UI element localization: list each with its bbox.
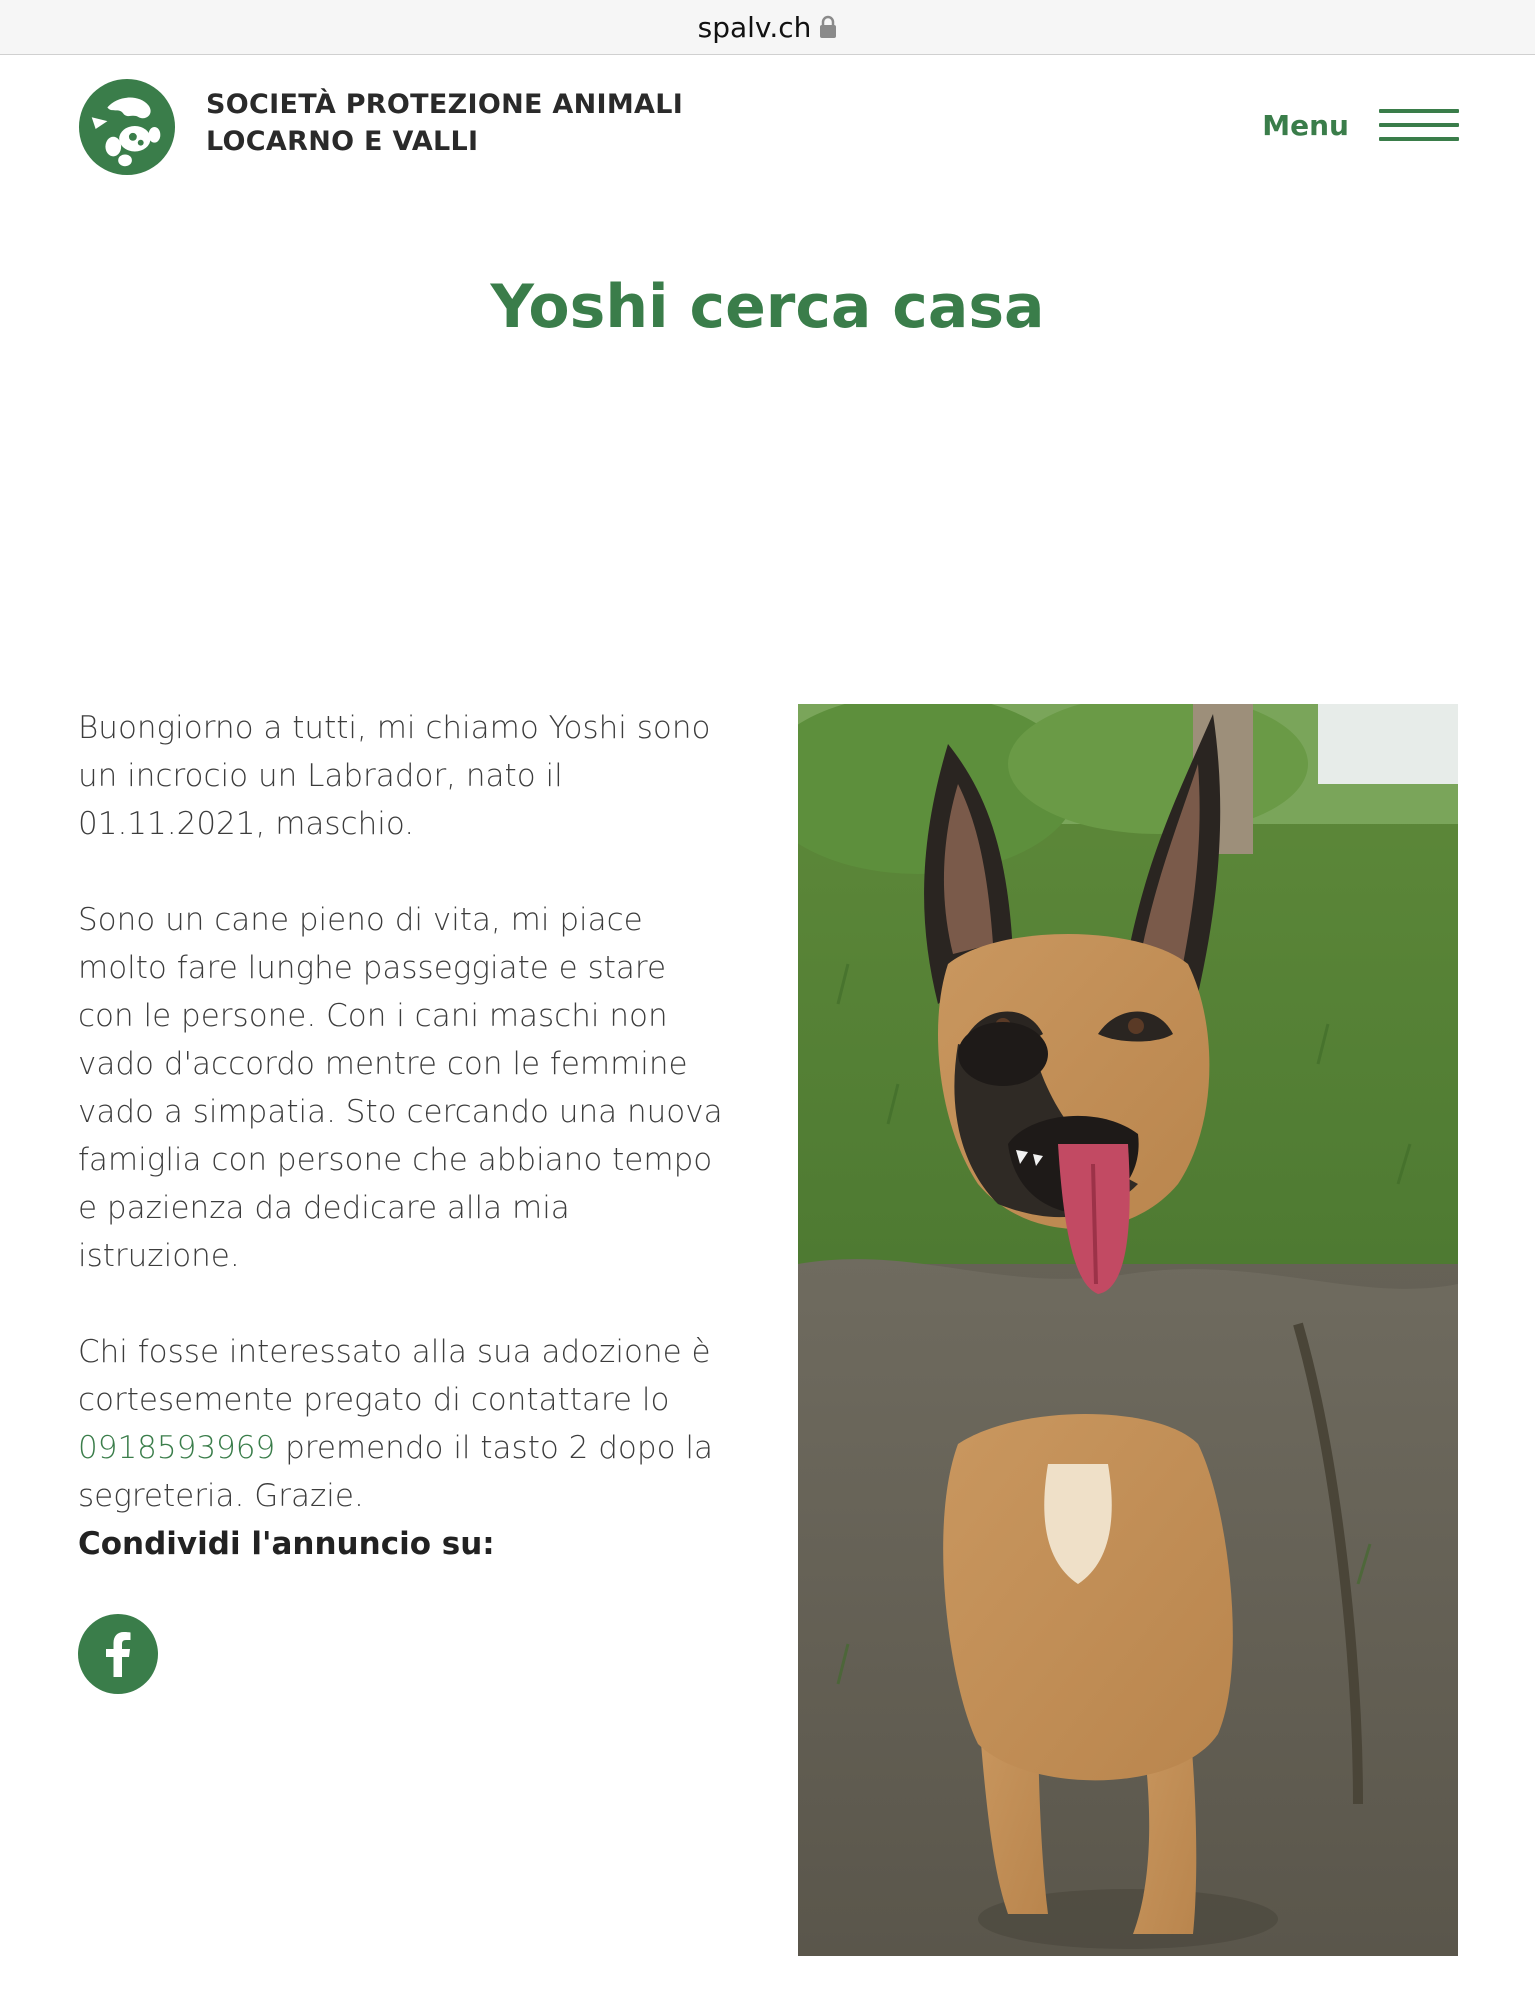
lock-icon	[819, 15, 837, 39]
facebook-icon	[103, 1631, 133, 1677]
dog-photo	[798, 704, 1458, 1956]
hamburger-icon	[1379, 106, 1459, 144]
contact-text-after: premendo il tasto 2 dopo la segreteria. Grazie.	[78, 1430, 714, 1514]
paragraph-intro: Buongiorno a tutti, mi chiamo Yoshi sono un incrocio un Labrador, nato il 01.11.2021, maschio.	[78, 710, 711, 842]
paragraph-description: Sono un cane pieno di vita, mi piace molto fare lunghe passeggiate e stare con le persone. Con i cani maschi non vado d'accordo mentre con le femmine vado a simpatia. Sto cercando una nuova famiglia con persone che abbiano tempo e pazienza da dedicare alla mia istruzione.	[78, 902, 723, 1274]
address-url[interactable]	[698, 11, 838, 44]
facebook-share-button[interactable]	[78, 1614, 158, 1694]
brand-line-1: SOCIETÀ PROTEZIONE ANIMALI	[206, 89, 684, 120]
site-brand[interactable]	[206, 86, 766, 160]
spalv-logo[interactable]	[78, 78, 176, 176]
article-text	[78, 704, 728, 1568]
dog-photo-illustration	[798, 704, 1458, 1956]
phone-link[interactable]: 0918593969	[78, 1430, 276, 1466]
page-title: Yoshi cerca casa	[490, 272, 1045, 342]
brand-line-2: LOCARNO E VALLI	[206, 126, 479, 157]
browser-address-bar[interactable]	[0, 0, 1535, 55]
menu-button[interactable]	[1262, 106, 1459, 144]
menu-label: Menu	[1262, 108, 1349, 142]
contact-text-before: Chi fosse interessato alla sua adozione è cortesemente pregato di contattare lo	[78, 1334, 711, 1418]
paragraph-contact	[78, 1328, 728, 1520]
share-label: Condividi l'annuncio su:	[78, 1526, 495, 1562]
url-text: spalv.ch	[697, 10, 812, 44]
